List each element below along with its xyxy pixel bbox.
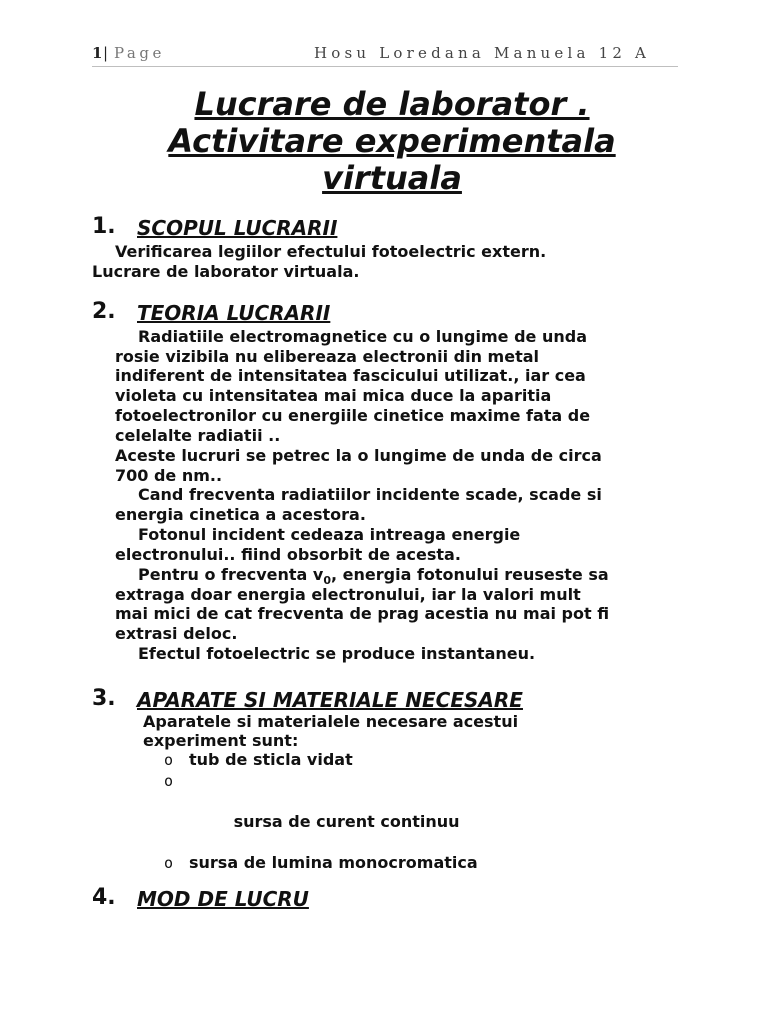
paragraph-line: Aceste lucruri se petrec la o lungime de unda de circa: [115, 446, 602, 465]
section-title: TEORIA LUCRARII: [137, 301, 331, 325]
paragraph-line: 700 de nm..: [115, 466, 223, 485]
section-number: 2.: [92, 299, 116, 324]
page-label: Page: [114, 44, 165, 62]
paragraph-line: indiferent de intensitatea fascicului utilizat., iar cea: [115, 366, 586, 385]
paragraph-line: extraga doar energia electronului, iar la valori mult: [115, 585, 581, 604]
line-text: Pentru o frecventa v: [138, 565, 324, 584]
line-text-tail: , energia fotonului reuseste sa: [331, 565, 609, 584]
paragraph-line: Fotonul incident cedeaza intreaga energie: [138, 525, 521, 544]
paragraph-line: Verificarea legiilor efectului fotoelectric extern.: [115, 242, 547, 261]
paragraph-line: electronului.. fiind obsorbit de acesta.: [115, 545, 461, 564]
list-item: [164, 750, 478, 771]
paragraph-line: fotoelectronilor cu energiile cinetice maxime fata de: [115, 406, 591, 425]
paragraph-line: extrasi deloc.: [115, 624, 238, 643]
section-number: 3.: [92, 686, 116, 711]
section-number: 1.: [92, 214, 116, 239]
title-line-2: Activitare experimentala: [168, 122, 616, 160]
document-title: [92, 86, 692, 197]
section-title: APARATE SI MATERIALE NECESARE: [137, 688, 523, 712]
section-number: 4.: [92, 885, 116, 910]
bullet-circle-icon: o: [164, 751, 174, 769]
paragraph-line: Cand frecventa radiatiilor incidente scade, scade si: [138, 485, 602, 504]
page-header: [92, 44, 678, 67]
title-line-1: Lucrare de laborator .: [194, 85, 590, 123]
bullet-circle-icon: o: [164, 853, 174, 872]
list-item: [164, 771, 478, 853]
header-author: Hosu Loredana Manuela 12 A: [314, 44, 651, 62]
paragraph-line: experiment sunt:: [143, 731, 299, 750]
title-line-3: virtuala: [322, 159, 462, 197]
list-item-text: sursa de lumina monocromatica: [189, 852, 478, 872]
paragraph-line: rosie vizibila nu elibereaza electronii din metal: [115, 347, 539, 366]
bullet-circle-icon: o: [164, 771, 174, 790]
section-title: SCOPUL LUCRARII: [137, 216, 338, 240]
list-item: [164, 853, 478, 874]
materials-list: [164, 750, 478, 873]
list-item-text: sursa de curent continuu: [222, 811, 460, 831]
header-separator: |: [103, 44, 109, 62]
paragraph-line: celelalte radiatii ..: [115, 426, 281, 445]
paragraph-line: Efectul fotoelectric se produce instantaneu.: [138, 644, 536, 663]
subscript: 0: [323, 574, 331, 588]
paragraph-line: violeta cu intensitatea mai mica duce la aparitia: [115, 386, 552, 405]
paragraph-line: Radiatiile electromagnetice cu o lungime de unda: [138, 327, 587, 346]
paragraph-line: Aparatele si materialele necesare acestui: [143, 712, 519, 731]
section-title: MOD DE LUCRU: [137, 887, 309, 911]
paragraph-line: energia cinetica a acestora.: [115, 505, 366, 524]
list-item-text: tub de sticla vidat: [189, 750, 353, 769]
paragraph-line: mai mici de cat frecventa de prag acestia nu mai pot fi: [115, 604, 610, 623]
paragraph-line: Lucrare de laborator virtuala.: [92, 262, 360, 281]
page-number: 1: [92, 44, 103, 62]
